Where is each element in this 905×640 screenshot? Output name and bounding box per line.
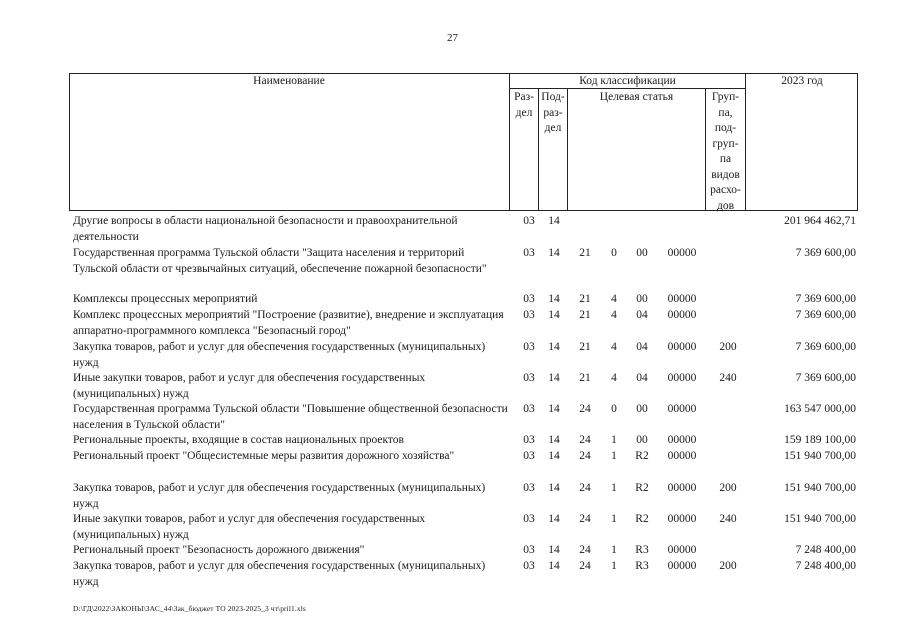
row-target-type: 1 (611, 482, 617, 494)
row-target-structure: 04 (636, 372, 648, 384)
header-classification-code: Код классификации (579, 75, 676, 87)
row-target-structure: R2 (635, 482, 649, 494)
row-name: Региональный проект "Общесистемные меры развития дорожного хозяйства" (73, 450, 455, 462)
row-vid-rashodov: 200 (719, 341, 737, 353)
row-name: Государственная программа Тульской области "Повышение общественной безопасности населения в Тульской области" (73, 403, 508, 431)
page-number: 27 (447, 32, 458, 44)
row-amount: 7 369 600,00 (795, 293, 856, 305)
row-target-program: 24 (579, 544, 591, 556)
row-target-type: 1 (611, 560, 617, 572)
row-amount: 163 547 000,00 (784, 403, 856, 415)
row-podrazdel: 14 (548, 309, 560, 321)
row-target-direction: 00000 (667, 341, 697, 353)
row-amount: 201 964 462,71 (784, 215, 856, 227)
row-razdel: 03 (523, 215, 535, 227)
row-vid-rashodov: 240 (719, 513, 737, 525)
row-podrazdel: 14 (548, 341, 560, 353)
row-target-program: 21 (579, 247, 591, 259)
row-target-program: 21 (579, 293, 591, 305)
row-razdel: 03 (523, 544, 535, 556)
row-target-type: 4 (611, 341, 617, 353)
row-razdel: 03 (523, 341, 535, 353)
row-target-program: 21 (579, 341, 591, 353)
row-name: Закупка товаров, работ и услуг для обеспечения государственных (муниципальных) нужд (73, 341, 486, 369)
row-amount: 151 940 700,00 (784, 482, 856, 494)
row-target-direction: 00000 (667, 403, 697, 415)
row-target-program: 24 (579, 482, 591, 494)
footer-file-path: D:\ГД\2022\ЗАКОНЫ\ЗАС_44\Зак_бюджет ТО 2023-2025_3 чт\pril1.xls (73, 604, 306, 613)
row-target-direction: 00000 (667, 482, 697, 494)
row-target-type: 1 (611, 434, 617, 446)
row-razdel: 03 (523, 450, 535, 462)
row-podrazdel: 14 (548, 482, 560, 494)
row-podrazdel: 14 (548, 403, 560, 415)
row-amount: 7 369 600,00 (795, 341, 856, 353)
row-target-program: 24 (579, 434, 591, 446)
row-podrazdel: 14 (548, 293, 560, 305)
row-amount: 159 189 100,00 (784, 434, 856, 446)
row-name: Комплекс процессных мероприятий "Построение (развитие), внедрение и эксплуатация аппаратно-программного комплекса "Безопасный город" (73, 309, 504, 337)
row-podrazdel: 14 (548, 513, 560, 525)
header-year: 2023 год (781, 75, 823, 87)
row-name: Иные закупки товаров, работ и услуг для обеспечения государственных (муниципальных) нужд (73, 513, 426, 541)
row-razdel: 03 (523, 560, 535, 572)
row-razdel: 03 (523, 482, 535, 494)
row-name: Другие вопросы в области национальной безопасности и правоохранительной деятельности (73, 215, 458, 243)
row-target-direction: 00000 (667, 513, 697, 525)
row-name: Закупка товаров, работ и услуг для обеспечения государственных (муниципальных) нужд (73, 560, 486, 588)
row-target-structure: R2 (635, 513, 649, 525)
row-name: Закупка товаров, работ и услуг для обеспечения государственных (муниципальных) нужд (73, 482, 486, 510)
row-target-type: 4 (611, 293, 617, 305)
row-target-direction: 00000 (667, 450, 697, 462)
row-target-structure: R3 (635, 560, 649, 572)
row-amount: 7 369 600,00 (795, 247, 856, 259)
row-target-direction: 00000 (667, 544, 697, 556)
row-razdel: 03 (523, 403, 535, 415)
row-vid-rashodov: 200 (719, 560, 737, 572)
row-target-type: 1 (611, 450, 617, 462)
row-razdel: 03 (523, 434, 535, 446)
row-razdel: 03 (523, 247, 535, 259)
row-target-structure: 04 (636, 309, 648, 321)
row-target-program: 21 (579, 309, 591, 321)
row-target-direction: 00000 (667, 372, 697, 384)
row-target-program: 21 (579, 372, 591, 384)
row-target-direction: 00000 (667, 434, 697, 446)
row-target-program: 24 (579, 513, 591, 525)
row-target-type: 4 (611, 372, 617, 384)
header-razdel: Раз- дел (514, 91, 534, 119)
row-target-direction: 00000 (667, 560, 697, 572)
row-target-type: 4 (611, 309, 617, 321)
row-podrazdel: 14 (548, 247, 560, 259)
row-target-type: 1 (611, 513, 617, 525)
row-amount: 7 369 600,00 (795, 309, 856, 321)
header-name: Наименование (253, 75, 325, 87)
row-target-structure: 00 (636, 403, 648, 415)
row-name: Государственная программа Тульской области "Защита населения и территорий Тульской области от чрезвычайных ситуаций, обеспечение пожарной безопасности" (73, 247, 487, 275)
row-razdel: 03 (523, 372, 535, 384)
header-target-article: Целевая статья (599, 91, 674, 103)
row-target-program: 24 (579, 560, 591, 572)
row-name: Комплексы процессных мероприятий (73, 293, 258, 305)
row-razdel: 03 (523, 513, 535, 525)
row-razdel: 03 (523, 309, 535, 321)
row-target-structure: R2 (635, 450, 649, 462)
row-vid-rashodov: 240 (719, 372, 737, 384)
row-name: Региональные проекты, входящие в состав национальных проектов (73, 434, 404, 446)
row-name: Иные закупки товаров, работ и услуг для обеспечения государственных (муниципальных) нужд (73, 372, 426, 400)
row-target-structure: 04 (636, 341, 648, 353)
row-podrazdel: 14 (548, 450, 560, 462)
row-amount: 7 248 400,00 (795, 544, 856, 556)
row-amount: 151 940 700,00 (784, 450, 856, 462)
row-podrazdel: 14 (548, 215, 560, 227)
row-target-type: 1 (611, 544, 617, 556)
row-amount: 7 369 600,00 (795, 372, 856, 384)
header-podrazdel: Под- раз- дел (541, 91, 565, 134)
row-razdel: 03 (523, 293, 535, 305)
row-vid-rashodov: 200 (719, 482, 737, 494)
row-podrazdel: 14 (548, 560, 560, 572)
row-target-type: 0 (611, 247, 617, 259)
row-name: Региональный проект "Безопасность дорожного движения" (73, 544, 365, 556)
row-target-program: 24 (579, 403, 591, 415)
row-podrazdel: 14 (548, 434, 560, 446)
row-target-program: 24 (579, 450, 591, 462)
row-target-structure: R3 (635, 544, 649, 556)
row-podrazdel: 14 (548, 372, 560, 384)
row-amount: 7 248 400,00 (795, 560, 856, 572)
header-vid-rashodov: Груп- па, под- груп- па видов расхо- дов (710, 91, 741, 212)
row-target-direction: 00000 (667, 309, 697, 321)
row-podrazdel: 14 (548, 544, 560, 556)
row-target-structure: 00 (636, 434, 648, 446)
row-target-direction: 00000 (667, 247, 697, 259)
row-target-structure: 00 (636, 293, 648, 305)
row-target-structure: 00 (636, 247, 648, 259)
row-target-type: 0 (611, 403, 617, 415)
row-target-direction: 00000 (667, 293, 697, 305)
row-amount: 151 940 700,00 (784, 513, 856, 525)
